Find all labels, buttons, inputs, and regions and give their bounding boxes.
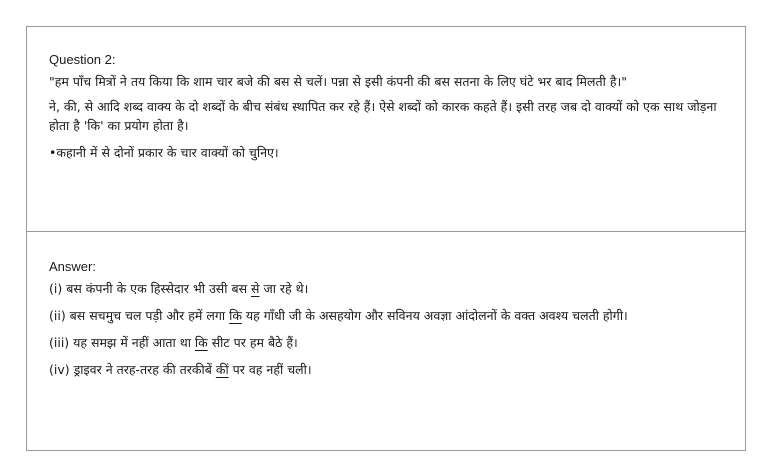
answer-item-text: (ii) बस सचमुच चल पड़ी और हमें लगा	[49, 308, 230, 323]
answer-item-1	[49, 279, 723, 298]
answer-item-4	[49, 360, 723, 379]
question-heading: Question 2:	[49, 52, 116, 67]
answer-item-text: पर वह नहीं चली।	[228, 362, 312, 377]
question-task: •कहानी में से दोनों प्रकार के चार वाक्यों को चुनिए।	[49, 145, 279, 160]
answer-item-2	[49, 306, 723, 325]
answer-item-text: जा रहे थे।	[259, 281, 309, 296]
answer-item-marked-word: कि	[229, 308, 242, 323]
answer-item-3	[49, 333, 723, 352]
answer-item-text: (iii) यह समझ में नहीं आता था	[49, 335, 195, 350]
answer-item-text: यह गाँधी जी के असहयोग और सविनय अवज्ञा आंदोलनों के वक्त अवश्य चलती होगी।	[241, 308, 628, 323]
answer-item-text: सीट पर हम बैठे हैं।	[207, 335, 298, 350]
answer-item-marked-word: से	[251, 281, 260, 296]
question-quote: "हम पाँच मित्रों ने तय किया कि शाम चार बजे की बस से चलें। पन्ना से इसी कंपनी की बस सतना के लिए घंटे भर बाद मिलती है।"	[49, 74, 627, 89]
answer-section	[27, 232, 745, 387]
answer-item-marked-word: कीं	[215, 362, 229, 377]
question-section	[27, 27, 745, 231]
answer-item-text: (iv) ड्राइवर ने तरह-तरह की तरकीबें	[49, 362, 216, 377]
answer-item-marked-word: कि	[194, 335, 208, 350]
answer-heading: Answer:	[49, 259, 96, 274]
question-explanation: ने, की, से आदि शब्द वाक्य के दो शब्दों के बीच संबंध स्थापित कर रहे हैं। ऐसे शब्दों को कारक कहते हैं। इसी तरह जब दो वाक्यों को एक साथ जोड़ना होता है 'कि' का प्रयोग होता है।	[49, 99, 717, 133]
answer-item-text: (i) बस कंपनी के एक हिस्सेदार भी उसी बस	[49, 281, 252, 296]
qa-card	[26, 26, 746, 451]
